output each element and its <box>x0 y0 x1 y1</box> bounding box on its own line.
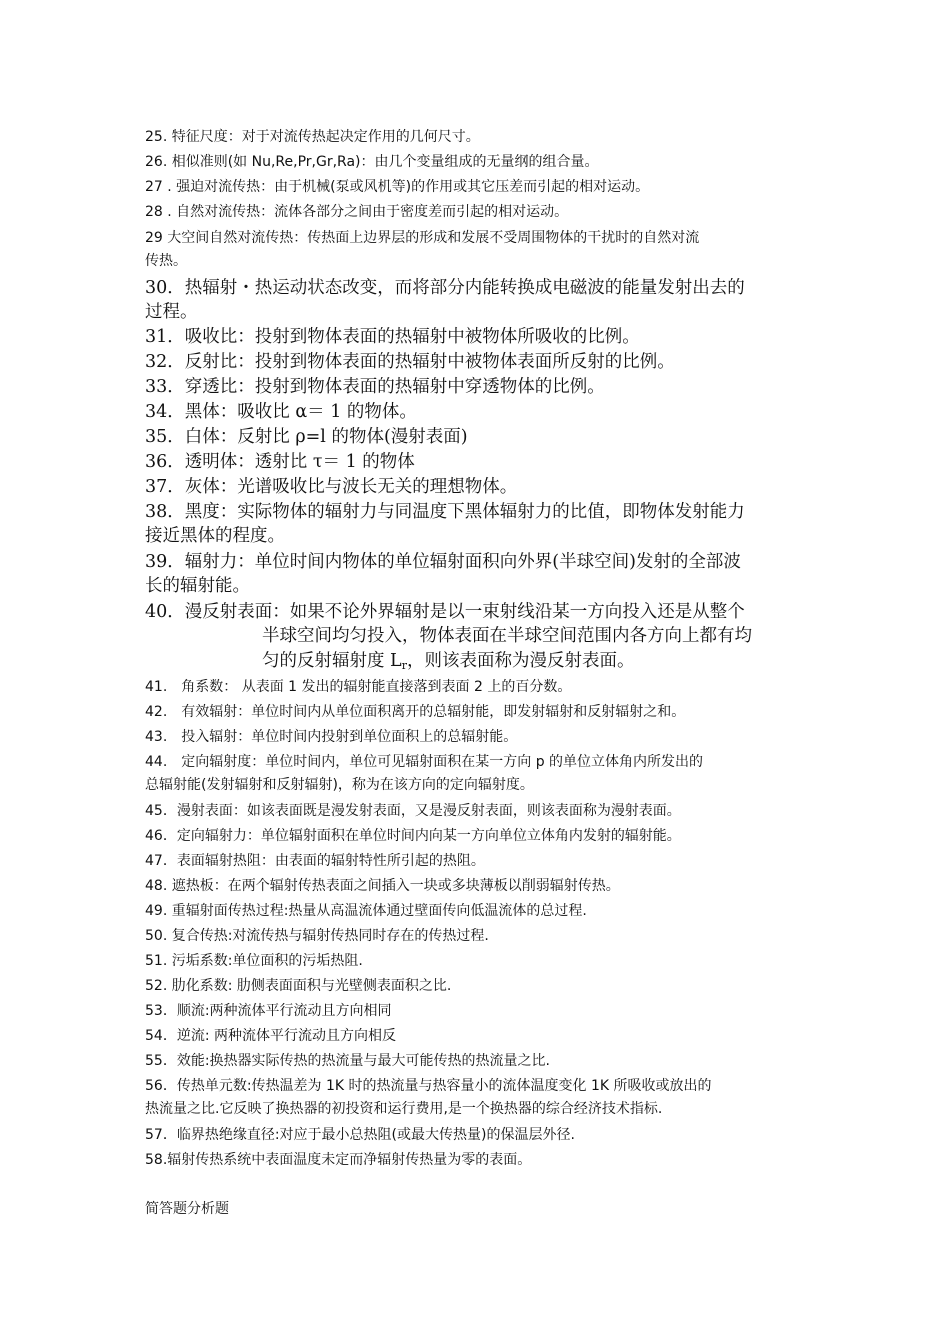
definition-40: 40．漫反射表面：如果不论外界辐射是以一束射线沿某一方向投入还是从整个 <box>145 602 745 622</box>
definition-39-cont: 长的辐射能。 <box>145 576 250 596</box>
definition-56-cont: 热流量之比.它反映了换热器的初投资和运行费用,是一个换热器的综合经济技术指标. <box>145 1101 663 1117</box>
definition-29: 29 大空间自然对流传热：传热面上边界层的形成和发展不受周围物体的干扰时的自然对流 <box>145 230 700 246</box>
definition-40-cont-2 <box>262 649 634 678</box>
definition-54: 54．逆流: 两种流体平行流动且方向相反 <box>145 1028 396 1044</box>
definition-38-cont: 接近黑体的程度。 <box>145 526 285 546</box>
definition-52: 52. 肋化系数: 肋侧表面面积与光壁侧表面积之比. <box>145 978 452 994</box>
definition-56: 56．传热单元数:传热温差为 1K 时的热流量与热容量小的流体温度变化 1K 所吸收或放出的 <box>145 1078 712 1094</box>
definition-39: 39．辐射力：单位时间内物体的单位辐射面积向外界(半球空间)发射的全部波 <box>145 552 741 572</box>
definition-34: 34．黑体：吸收比 α＝ 1 的物体。 <box>145 402 417 422</box>
definition-41: 41. 角系数： 从表面 1 发出的辐射能直接落到表面 2 上的百分数。 <box>145 679 572 695</box>
definition-46: 46．定向辐射力：单位辐射面积在单位时间内向某一方向单位立体角内发射的辐射能。 <box>145 828 681 844</box>
definition-50: 50. 复合传热:对流传热与辐射传热同时存在的传热过程. <box>145 928 489 944</box>
definition-38: 38．黑度：实际物体的辐射力与同温度下黑体辐射力的比值，即物体发射能力 <box>145 502 745 522</box>
definition-30-cont: 过程。 <box>145 302 198 322</box>
definition-55: 55．效能:换热器实际传热的热流量与最大可能传热的热流量之比. <box>145 1053 550 1069</box>
definition-44-cont: 总辐射能(发射辐射和反射辐射)，称为在该方向的定向辐射度。 <box>145 777 534 793</box>
definition-29-cont: 传热。 <box>145 253 187 269</box>
definition-27: 27 . 强迫对流传热：由于机械(泵或风机等)的作用或其它压差而引起的相对运动。 <box>145 179 650 195</box>
definition-51: 51. 污垢系数:单位面积的污垢热阻. <box>145 953 363 969</box>
definition-40-text-b: ，则该表面称为漫反射表面。 <box>406 651 635 671</box>
definition-45: 45．漫射表面：如该表面既是漫发射表面，又是漫反射表面，则该表面称为漫射表面。 <box>145 803 681 819</box>
definition-40-cont: 半球空间均匀投入，物体表面在半球空间范围内各方向上都有均 <box>262 626 752 646</box>
definition-35: 35．白体：反射比 ρ=l 的物体(漫射表面) <box>145 427 468 447</box>
definition-40-subscript: r <box>401 659 407 672</box>
definition-33: 33．穿透比：投射到物体表面的热辐射中穿透物体的比例。 <box>145 377 605 397</box>
definition-42: 42. 有效辐射：单位时间内从单位面积离开的总辐射能，即发射辐射和反射辐射之和。 <box>145 704 686 720</box>
definition-31: 31．吸收比：投射到物体表面的热辐射中被物体所吸收的比例。 <box>145 327 640 347</box>
definition-32: 32．反射比：投射到物体表面的热辐射中被物体表面所反射的比例。 <box>145 352 675 372</box>
definition-43: 43. 投入辐射：单位时间内投射到单位面积上的总辐射能。 <box>145 729 518 745</box>
definition-26: 26. 相似准则(如 Nu,Re,Pr,Gr,Ra)：由几个变量组成的无量纲的组合量。 <box>145 154 599 170</box>
definition-57: 57．临界热绝缘直径:对应于最小总热阻(或最大传热量)的保温层外径. <box>145 1127 575 1143</box>
definition-30: 30．热辐射・热运动状态改变，而将部分内能转换成电磁波的能量发射出去的 <box>145 278 745 298</box>
definition-28: 28 . 自然对流传热：流体各部分之间由于密度差而引起的相对运动。 <box>145 204 569 220</box>
definition-36: 36．透明体：透射比 τ＝ 1 的物体 <box>145 452 415 472</box>
definition-44: 44. 定向辐射度：单位时间内，单位可见辐射面积在某一方向 p 的单位立体角内所发出的 <box>145 754 704 770</box>
definition-37: 37．灰体：光谱吸收比与波长无关的理想物体。 <box>145 477 518 497</box>
definition-49: 49. 重辐射面传热过程:热量从高温流体通过壁面传向低温流体的总过程. <box>145 903 587 919</box>
section-heading: 简答题分析题 <box>145 1201 229 1217</box>
definition-48: 48. 遮热板：在两个辐射传热表面之间插入一块或多块薄板以削弱辐射传热。 <box>145 878 620 894</box>
definition-40-text-a: 匀的反射辐射度 L <box>262 651 402 671</box>
definition-25: 25. 特征尺度：对于对流传热起决定作用的几何尺寸。 <box>145 129 480 145</box>
definition-47: 47．表面辐射热阻：由表面的辐射特性所引起的热阻。 <box>145 853 485 869</box>
definition-58: 58.辐射传热系统中表面温度未定而净辐射传热量为零的表面。 <box>145 1152 532 1168</box>
definition-53: 53．顺流:两种流体平行流动且方向相同 <box>145 1003 392 1019</box>
